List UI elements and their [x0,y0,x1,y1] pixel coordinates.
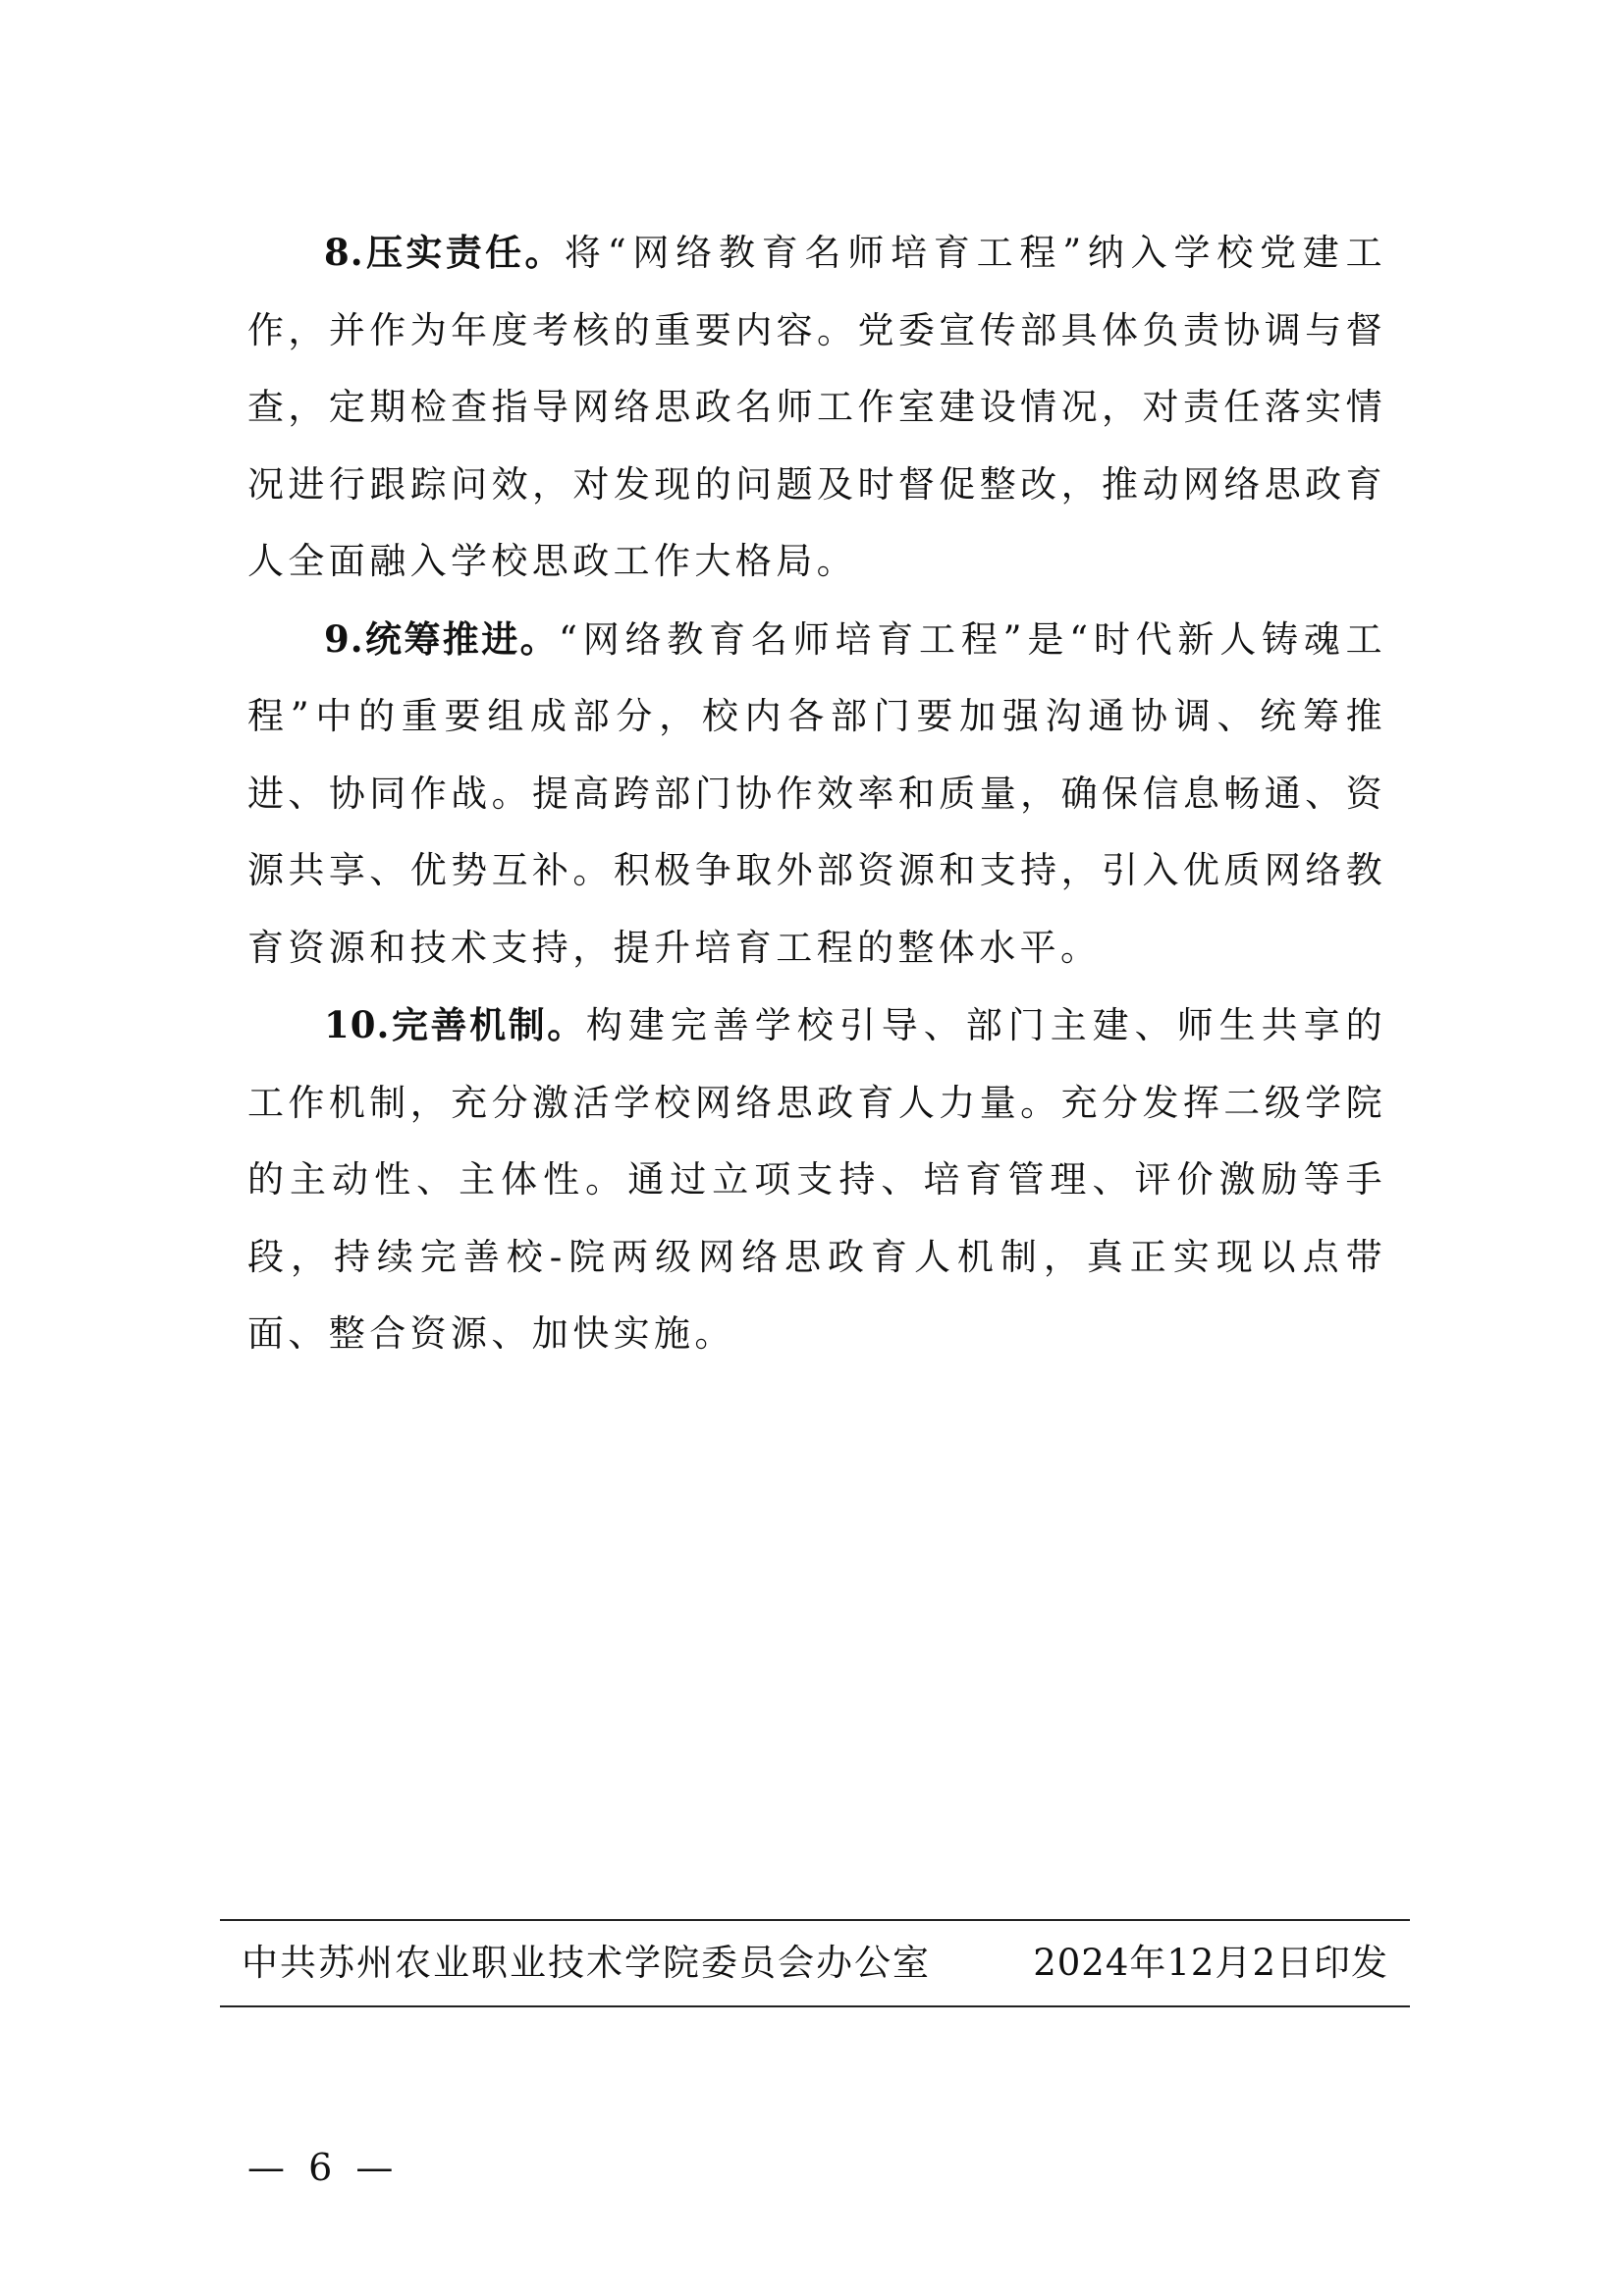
paragraph-coordination [247,601,1386,988]
paragraph-mechanism [247,987,1386,1373]
imprint-organization: 中共苏州农业职业技术学院委员会办公室 [242,1942,931,1984]
paragraph-text: 将“网络教育名师培育工程”纳入学校党建工作，并作为年度考核的重要内容。党委宣传部具体负责协调与督查，定期检查指导网络思政名师工作室建设情况，对责任落实情况进行跟踪问效，对发现的问题及时督促整改，推动网络思政育人全面融入学校思政工作大格局。 [247,232,1386,582]
page-number: — 6 — [247,2146,400,2189]
paragraph-heading: 8.压实责任。 [324,231,565,274]
paragraph-heading: 10.完善机制。 [324,1003,586,1046]
paragraph-responsibility [247,214,1386,601]
imprint-block [220,1919,1410,2007]
paragraph-text: 构建完善学校引导、部门主建、师生共享的工作机制，充分激活学校网络思政育人力量。充分发挥二级学院的主动性、主体性。通过立项支持、培育管理、评价激励等手段，持续完善校-院两级网络思政育人机制，真正实现以点带面、整合资源、加快实施。 [247,1004,1386,1355]
paragraph-text: “网络教育名师培育工程”是“时代新人铸魂工程”中的重要组成部分，校内各部门要加强沟通协调、统筹推进、协同作战。提高跨部门协作效率和质量，确保信息畅通、资源共享、优势互补。积极争取外部资源和支持，引入优质网络教育资源和技术支持，提升培育工程的整体水平。 [247,617,1386,969]
document-body [247,214,1386,1373]
imprint-date: 2024年12月2日印发 [1033,1942,1388,1984]
paragraph-heading: 9.统筹推进。 [324,616,559,661]
